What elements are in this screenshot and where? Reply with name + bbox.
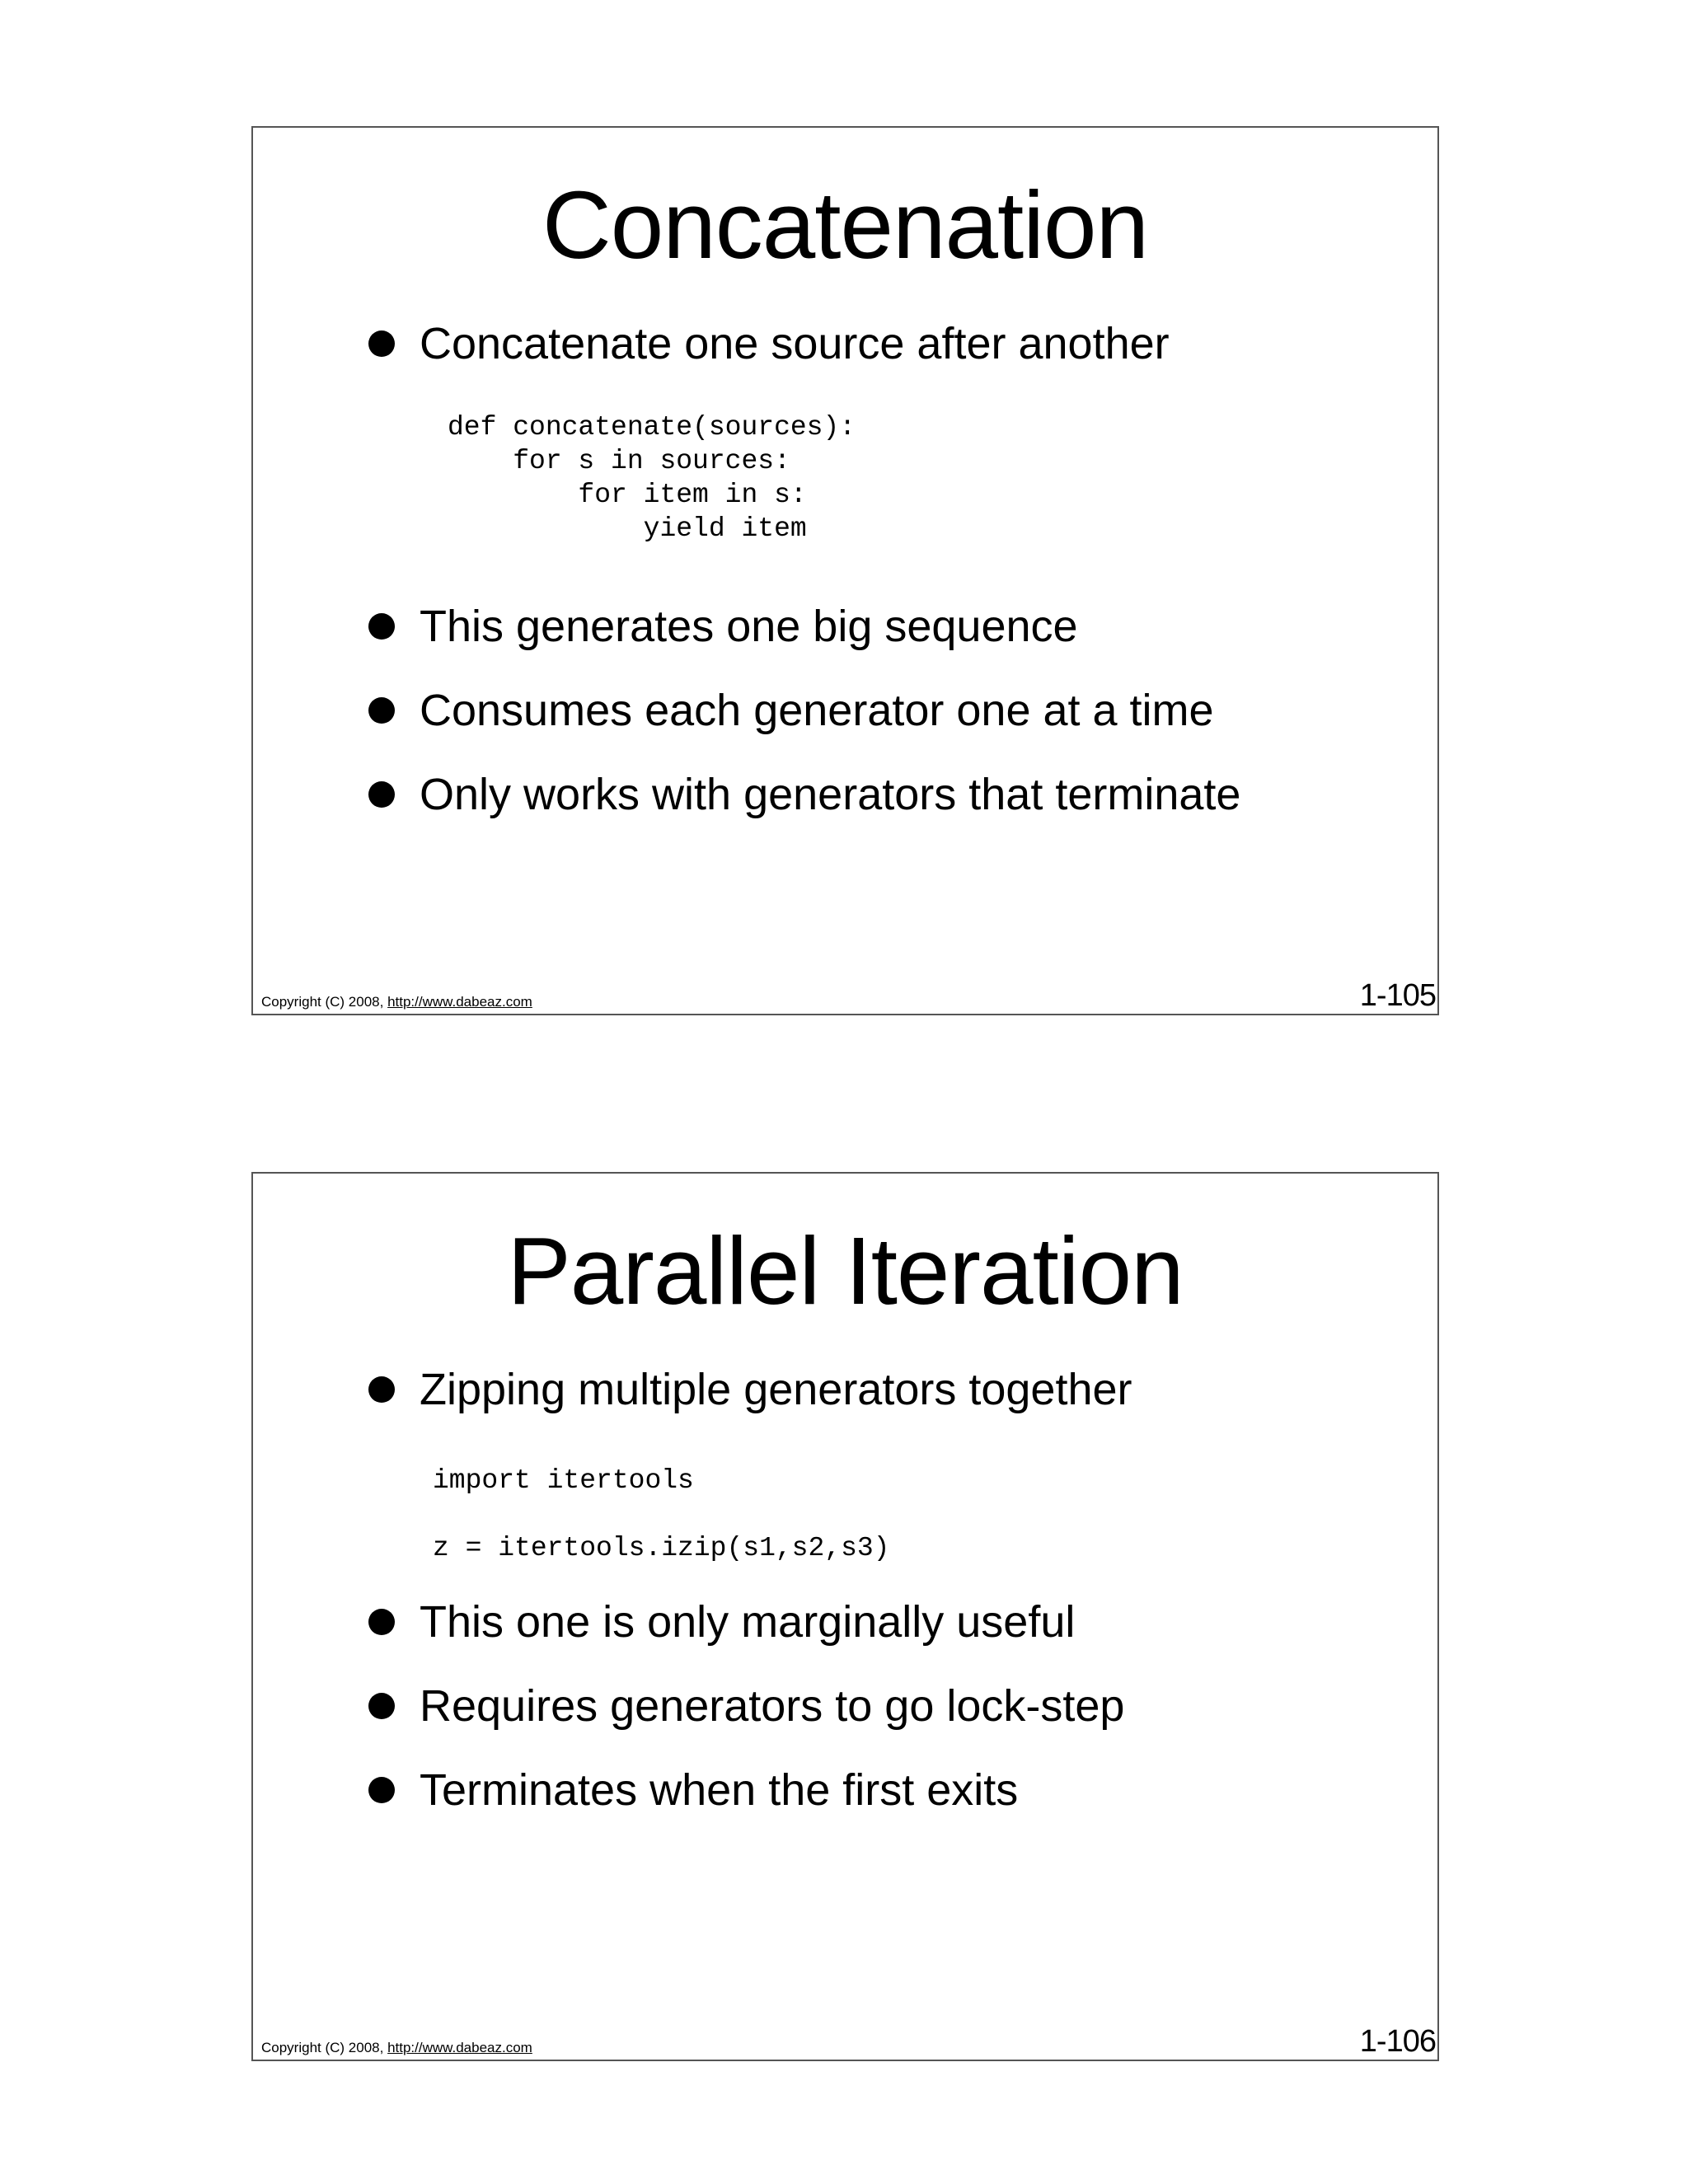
slide-title: Concatenation bbox=[542, 171, 1149, 279]
slide-footer bbox=[261, 994, 532, 1010]
copyright-text: Copyright (C) 2008, bbox=[261, 2040, 384, 2055]
slide-concatenation bbox=[251, 126, 1439, 1015]
slide-parallel-iteration bbox=[251, 1172, 1439, 2061]
bullet-icon bbox=[368, 697, 395, 724]
bullet-text: This generates one big sequence bbox=[420, 602, 1078, 651]
code-line: def concatenate(sources): bbox=[448, 412, 856, 443]
bullet-icon bbox=[368, 1376, 395, 1403]
bullet-icon bbox=[368, 1693, 395, 1719]
code-line: yield item bbox=[448, 513, 807, 544]
bullet-item bbox=[368, 1680, 1124, 1733]
bullet-icon bbox=[368, 1777, 395, 1803]
code-line: for s in sources: bbox=[448, 446, 790, 476]
footer-link[interactable]: http://www.dabeaz.com bbox=[387, 2040, 532, 2055]
page-number: 1-106 bbox=[1359, 2024, 1436, 2059]
bullet-item bbox=[368, 317, 1170, 371]
slide-title: Parallel Iteration bbox=[507, 1217, 1184, 1324]
bullet-text: Only works with generators that terminate bbox=[420, 770, 1241, 819]
footer-link[interactable]: http://www.dabeaz.com bbox=[387, 994, 532, 1010]
bullet-item bbox=[368, 1764, 1018, 1817]
bullet-icon bbox=[368, 1609, 395, 1635]
code-line: z = itertools.izip(s1,s2,s3) bbox=[433, 1533, 890, 1563]
bullet-item bbox=[368, 1363, 1132, 1417]
bullet-icon bbox=[368, 330, 395, 357]
bullet-text: This one is only marginally useful bbox=[420, 1597, 1076, 1647]
page-number: 1-105 bbox=[1359, 978, 1436, 1013]
bullet-icon bbox=[368, 781, 395, 808]
bullet-item bbox=[368, 768, 1240, 822]
bullet-item bbox=[368, 684, 1214, 738]
bullet-text: Terminates when the first exits bbox=[420, 1765, 1019, 1815]
bullet-text: Zipping multiple generators together bbox=[420, 1365, 1132, 1414]
slide-footer bbox=[261, 2040, 532, 2056]
bullet-text: Consumes each generator one at a time bbox=[420, 686, 1214, 735]
code-line: for item in s: bbox=[448, 480, 807, 510]
bullet-icon bbox=[368, 613, 395, 640]
bullet-item bbox=[368, 600, 1078, 654]
bullet-text: Concatenate one source after another bbox=[420, 319, 1170, 368]
copyright-text: Copyright (C) 2008, bbox=[261, 994, 384, 1010]
bullet-item bbox=[368, 1596, 1075, 1649]
code-line: import itertools bbox=[433, 1465, 694, 1496]
bullet-text: Requires generators to go lock-step bbox=[420, 1681, 1125, 1731]
